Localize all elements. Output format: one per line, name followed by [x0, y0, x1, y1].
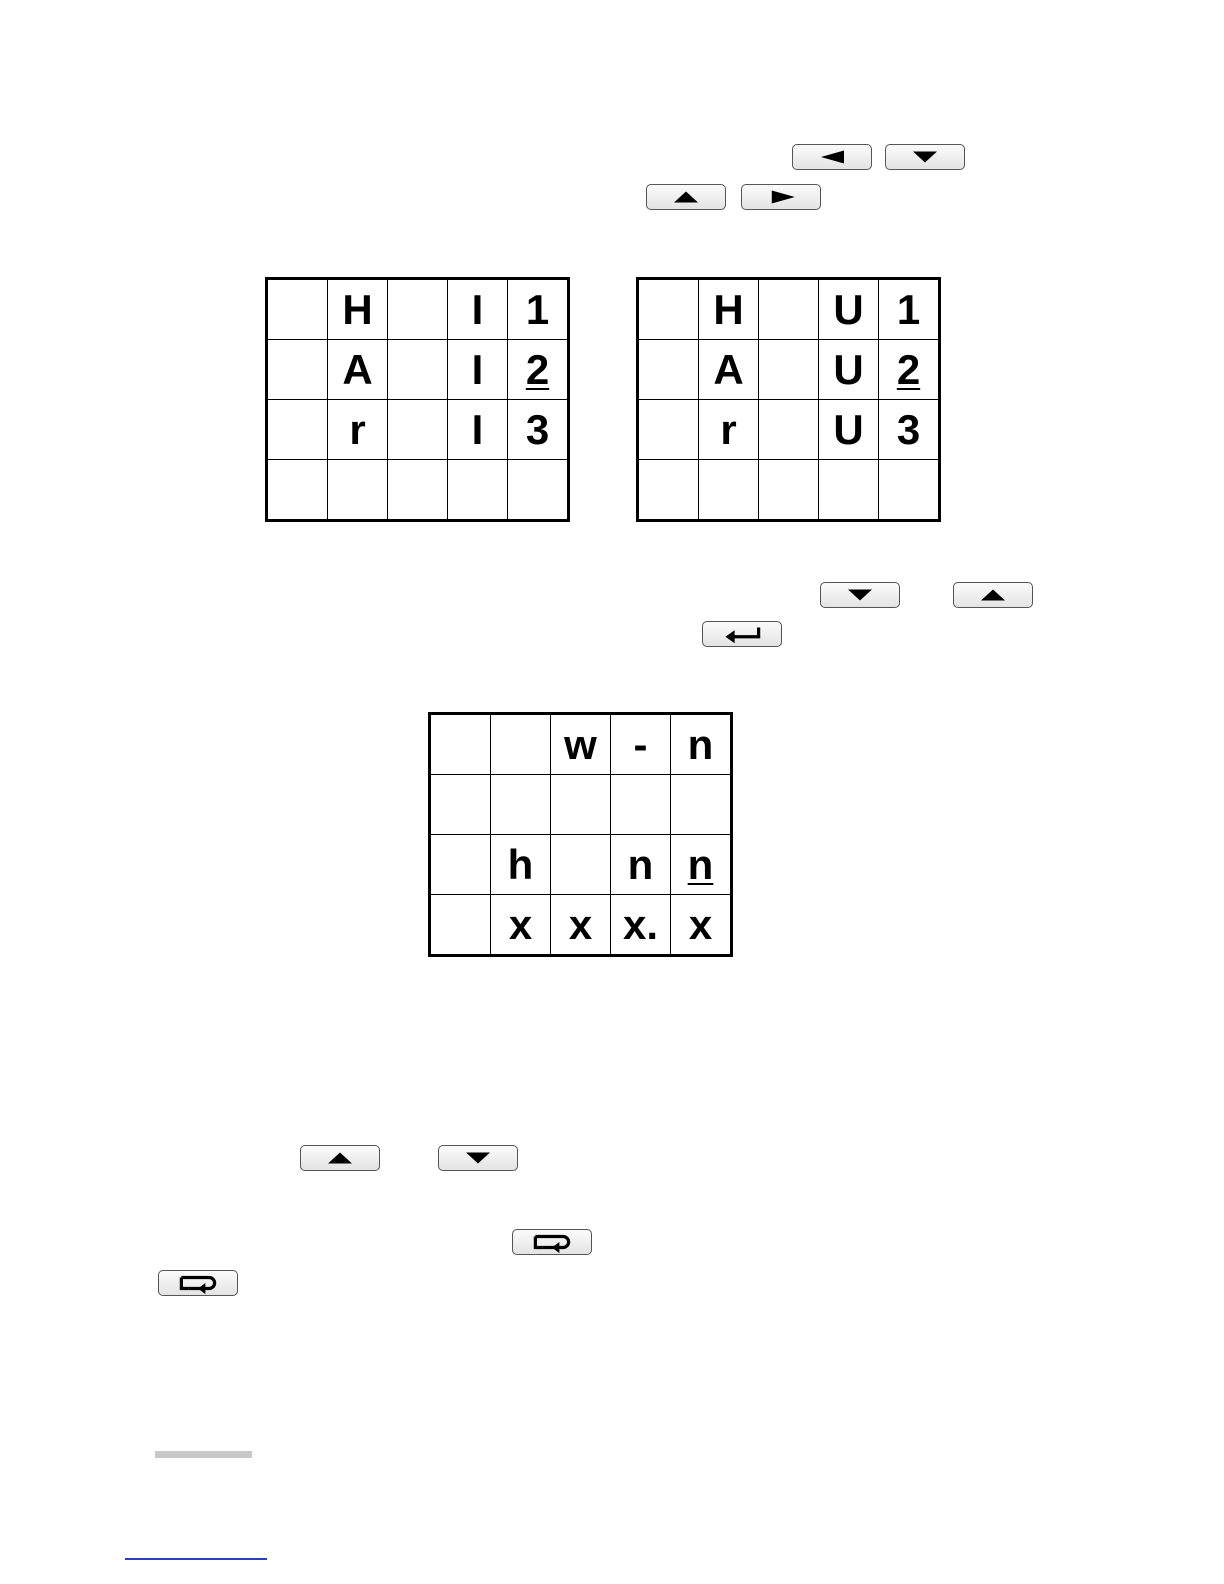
down-arrow-key[interactable] — [438, 1145, 518, 1171]
cell: I — [448, 279, 508, 340]
return-icon — [159, 1271, 237, 1295]
cell: h — [491, 835, 551, 895]
table-row — [430, 895, 732, 956]
cell — [638, 279, 699, 340]
cell — [328, 460, 388, 521]
up-arrow-icon — [301, 1146, 379, 1170]
footer-link-underline — [125, 1558, 267, 1560]
up-arrow-key[interactable] — [300, 1145, 380, 1171]
display-bottom — [428, 712, 733, 957]
cell — [638, 460, 699, 521]
cell: I — [448, 400, 508, 460]
cell: U — [819, 400, 879, 460]
left-arrow-key[interactable] — [792, 144, 872, 170]
cell — [267, 279, 328, 340]
table-row — [430, 835, 732, 895]
cell-cursor: 2 — [508, 340, 569, 400]
cell: 1 — [508, 279, 569, 340]
cell: H — [699, 279, 759, 340]
table-row — [638, 279, 940, 340]
table-row — [638, 460, 940, 521]
cell — [448, 460, 508, 521]
cell: 3 — [879, 400, 940, 460]
cell: H — [328, 279, 388, 340]
down-arrow-icon — [886, 145, 964, 169]
cell — [267, 340, 328, 400]
cell — [819, 460, 879, 521]
table-row — [638, 340, 940, 400]
table-row — [430, 775, 732, 835]
cell — [759, 340, 819, 400]
cell — [491, 775, 551, 835]
cell: A — [699, 340, 759, 400]
table-row — [638, 400, 940, 460]
table-row — [267, 400, 569, 460]
cell — [671, 775, 732, 835]
up-arrow-key[interactable] — [646, 184, 726, 210]
cell — [759, 460, 819, 521]
up-arrow-key[interactable] — [953, 582, 1033, 608]
cell — [759, 400, 819, 460]
cell — [638, 340, 699, 400]
left-arrow-icon — [793, 145, 871, 169]
footer-divider — [155, 1451, 252, 1458]
return-key[interactable] — [512, 1229, 592, 1255]
down-arrow-icon — [821, 583, 899, 607]
cell-cursor: n — [671, 835, 732, 895]
return-icon — [513, 1230, 591, 1254]
cell: r — [699, 400, 759, 460]
cell — [699, 460, 759, 521]
display-left — [265, 277, 570, 522]
cell: n — [671, 714, 732, 775]
cell — [551, 835, 611, 895]
cell — [879, 460, 940, 521]
cell — [267, 460, 328, 521]
cell — [388, 400, 448, 460]
down-arrow-key[interactable] — [885, 144, 965, 170]
right-arrow-key[interactable] — [741, 184, 821, 210]
cell: U — [819, 279, 879, 340]
enter-icon — [703, 622, 781, 646]
cell: x — [491, 895, 551, 956]
table-row — [430, 714, 732, 775]
cell — [611, 775, 671, 835]
up-arrow-icon — [954, 583, 1032, 607]
table-row — [267, 279, 569, 340]
cell — [759, 279, 819, 340]
cell: U — [819, 340, 879, 400]
down-arrow-key[interactable] — [820, 582, 900, 608]
right-arrow-icon — [742, 185, 820, 209]
cell — [430, 714, 491, 775]
cell: x — [551, 895, 611, 956]
cell: n — [611, 835, 671, 895]
cell: 3 — [508, 400, 569, 460]
cell — [388, 340, 448, 400]
cell — [430, 835, 491, 895]
cell: r — [328, 400, 388, 460]
cell — [267, 400, 328, 460]
cell — [430, 895, 491, 956]
down-arrow-icon — [439, 1146, 517, 1170]
cell — [430, 775, 491, 835]
cell: A — [328, 340, 388, 400]
cell: x. — [611, 895, 671, 956]
cell: I — [448, 340, 508, 400]
cell — [388, 460, 448, 521]
cell: - — [611, 714, 671, 775]
cell — [388, 279, 448, 340]
table-row — [267, 340, 569, 400]
table-row — [267, 460, 569, 521]
return-key[interactable] — [158, 1270, 238, 1296]
cell — [491, 714, 551, 775]
up-arrow-icon — [647, 185, 725, 209]
display-right — [636, 277, 941, 522]
cell: w — [551, 714, 611, 775]
cell: 1 — [879, 279, 940, 340]
cell: x — [671, 895, 732, 956]
cell — [508, 460, 569, 521]
cell — [551, 775, 611, 835]
enter-key[interactable] — [702, 621, 782, 647]
cell — [638, 400, 699, 460]
cell-cursor: 2 — [879, 340, 940, 400]
